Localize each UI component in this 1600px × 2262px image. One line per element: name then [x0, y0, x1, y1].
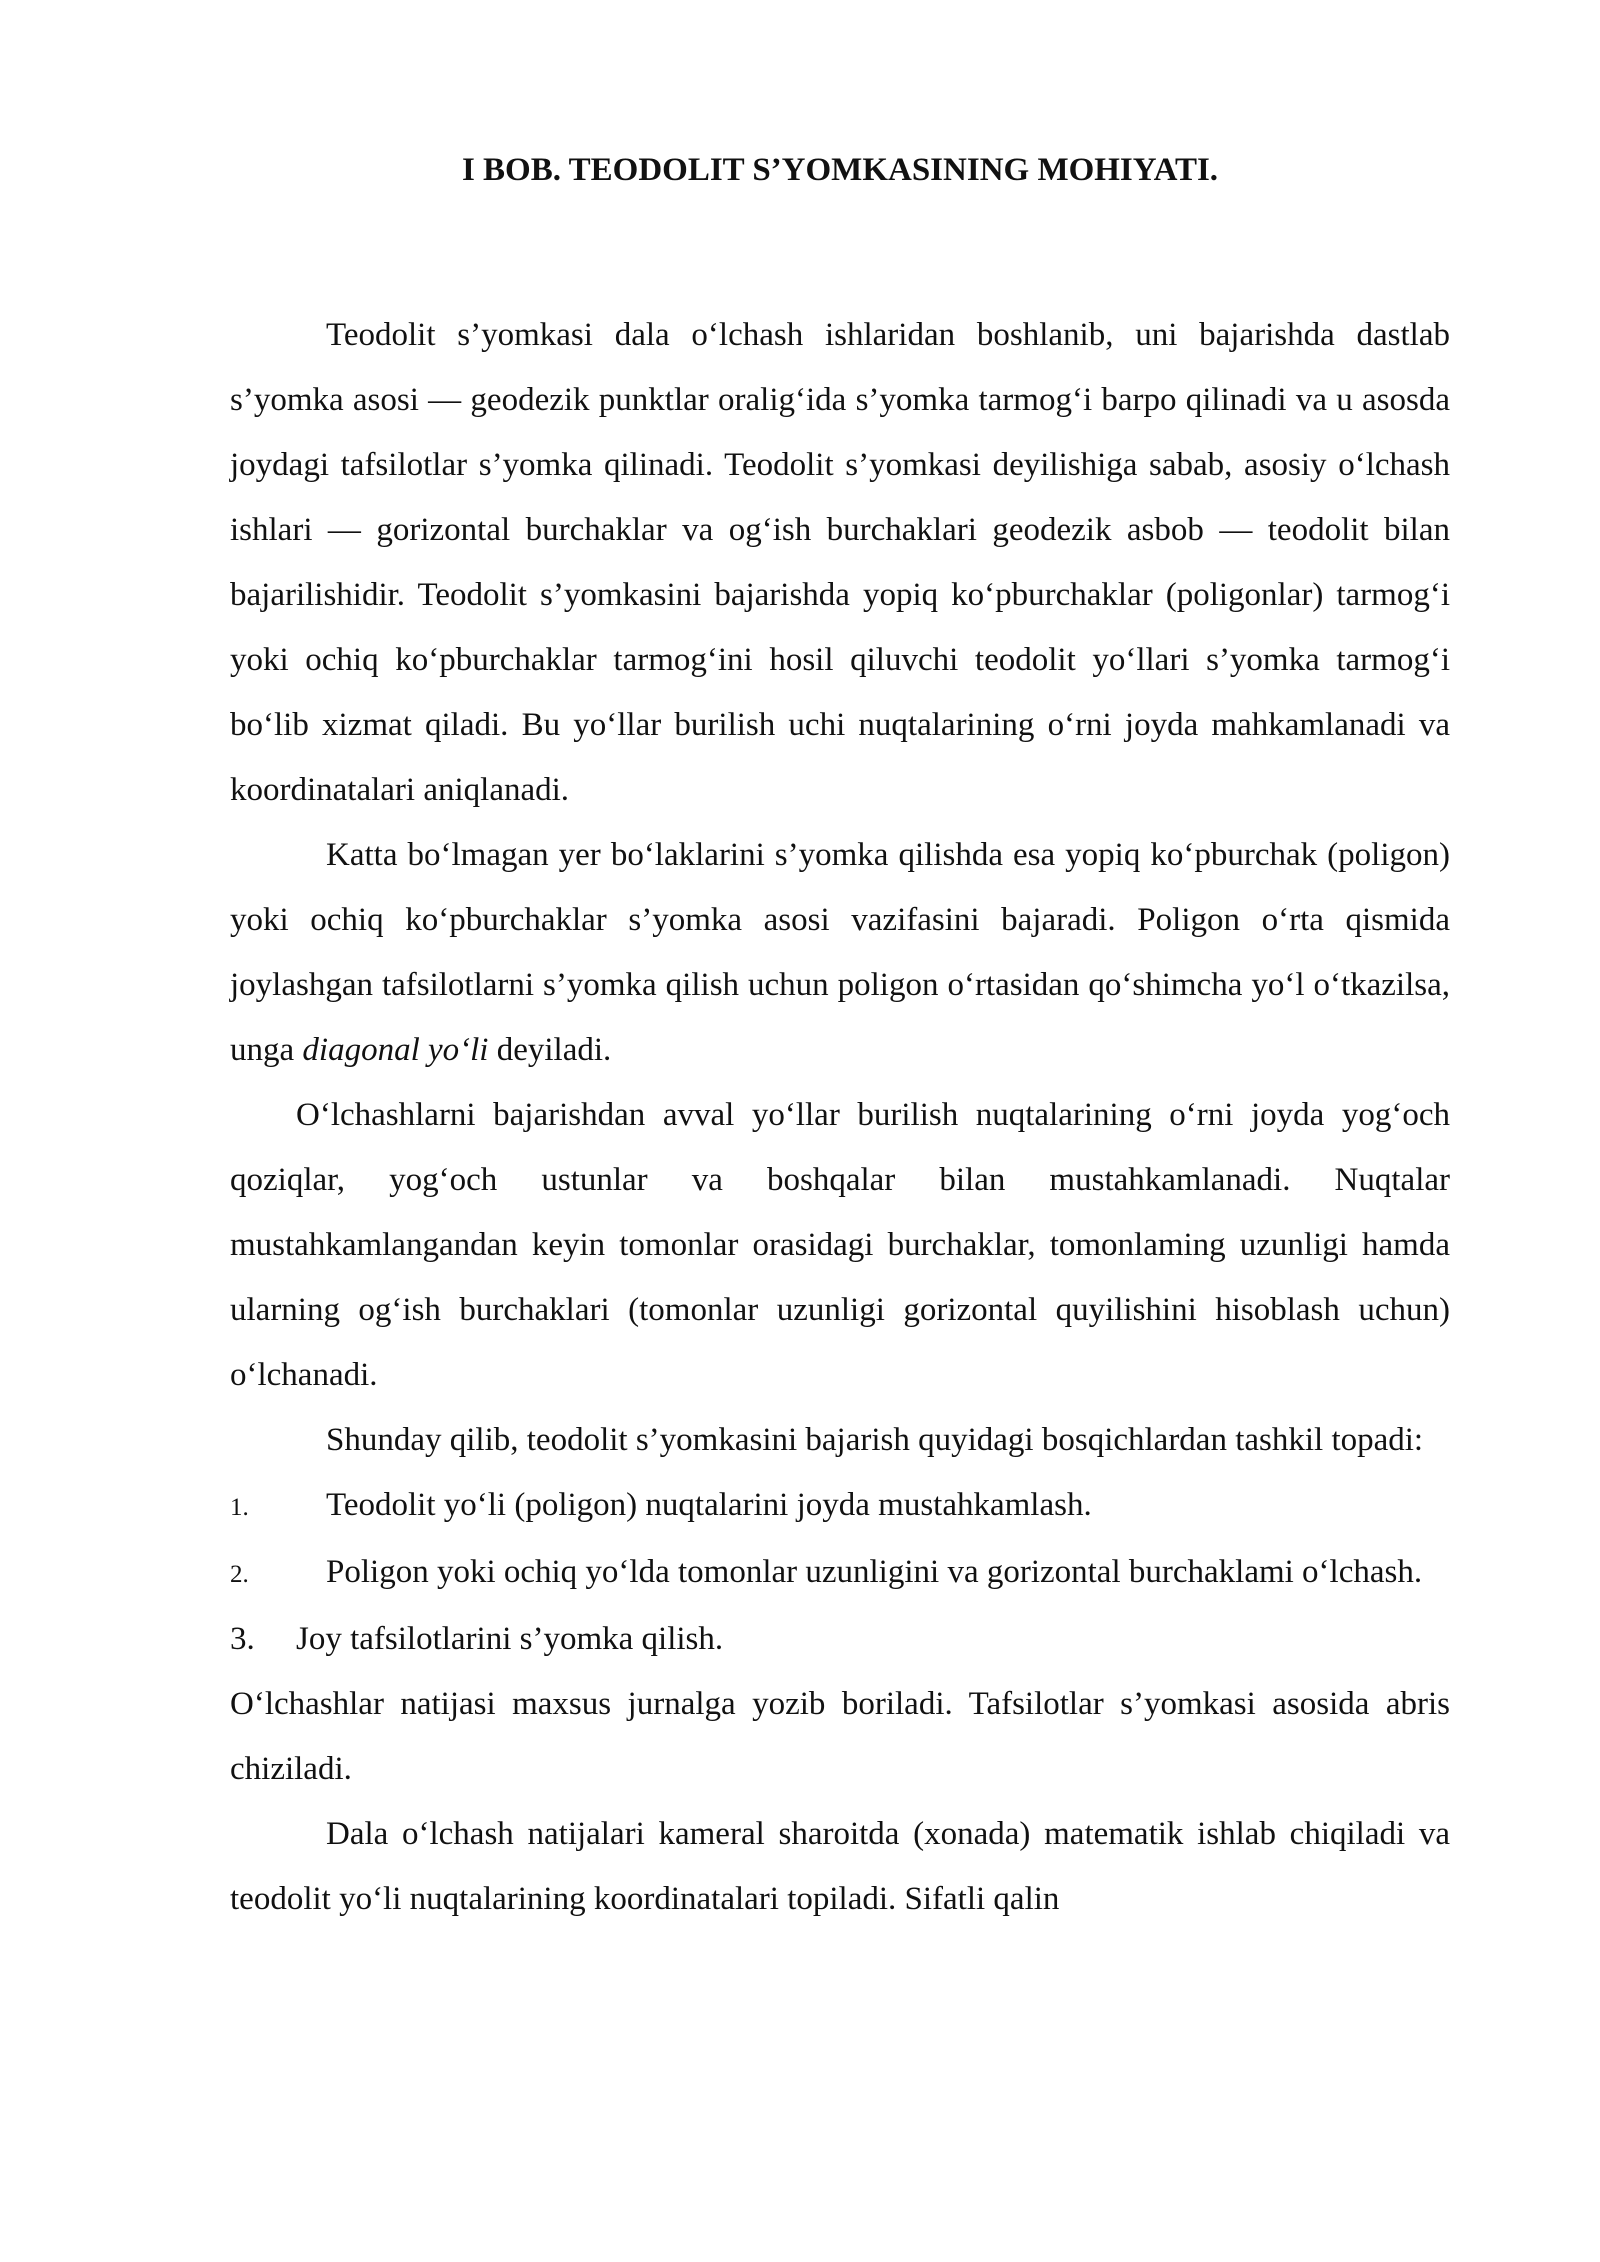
list-number: 3.	[230, 1621, 255, 1657]
paragraph-1: Teodolit s’yomkasi dala o‘lchash ishlaridan boshlanib, uni bajarishda dastlab s’yomka asosi — geodezik punktlar oralig‘ida s’yomka tarmog‘i barpo qilinadi va u asosda joydagi tafsilotlar s’yomka qilinadi. Teodolit s’yomkasi deyilishiga sabab, asosiy o‘lchash ishlari — gorizontal burchaklar va og‘ish burchaklari geodezik asbob — teodolit bilan bajarilishidir. Teodolit s’yomkasini bajarishda yopiq ko‘pburchaklar (poligonlar) tarmog‘i yoki ochiq ko‘pburchaklar tarmog‘ini hosil qiluvchi teodolit yo‘llari s’yomka tarmog‘i bo‘lib xizmat qiladi. Bu yo‘llar burilish uchi nuqtalarining o‘rni joyda mahkamlanadi va koordinatalari aniqlanadi.	[230, 317, 1450, 808]
paragraph-6: Dala o‘lchash natijalari kameral sharoitda (xonada) matematik ishlab chiqiladi va teodolit yo‘li nuqtalarining koordinatalari topiladi. Sifatli qalin	[230, 1816, 1450, 1917]
paragraph-5: O‘lchashlar natijasi maxsus jurnalga yozib boriladi. Tafsilotlar s’yomkasi asosida abris chiziladi.	[230, 1686, 1450, 1787]
list-item-3	[230, 1607, 1450, 1672]
list-number: 2.	[230, 1561, 249, 1588]
list-item-2	[230, 1540, 1450, 1607]
list-number: 1.	[230, 1494, 249, 1521]
list-text: Poligon yoki ochiq yo‘lda tomonlar uzunligini va gorizontal burchaklami o‘lchash.	[326, 1554, 1423, 1590]
list-text: Teodolit yo‘li (poligon) nuqtalarini joyda mustahkamlash.	[326, 1487, 1092, 1523]
paragraph-2-text: Katta bo‘lmagan yer bo‘laklarini s’yomka qilishda esa yopiq ko‘pburchak (poligon) yoki ochiq ko‘pburchaklar s’yomka asosi vazifasini bajaradi. Poligon o‘rta qismida joylashgan tafsilotlarni s’yomka qilish uchun poligon o‘rtasidan qo‘shimcha yo‘l o‘tkazilsa, unga	[230, 837, 1450, 1068]
chapter-title: I BOB. TEODOLIT S’YOMKASINING MOHIYATI.	[461, 152, 1219, 188]
document-body	[230, 303, 1450, 1932]
list-item-1	[230, 1473, 1450, 1540]
paragraph-3: O‘lchashlarni bajarishdan avval yo‘llar burilish nuqtalarining o‘rni joyda yog‘och qoziqlar, yog‘och ustunlar va boshqalar bilan mustahkamlanadi. Nuqtalar mustahkamlangandan keyin tomonlar orasidagi burchaklar, tomonlaming uzunligi hamda ularning og‘ish burchaklari (tomonlar uzunligi gorizontal quyilishini hisoblash uchun) o‘lchanadi.	[230, 1097, 1450, 1393]
paragraph-4: Shunday qilib, teodolit s’yomkasini bajarish quyidagi bosqichlardan tashkil topadi:	[326, 1422, 1424, 1458]
paragraph-2-end: deyiladi.	[488, 1032, 612, 1068]
italic-term: diagonal yo‘li	[302, 1032, 489, 1068]
paragraph-2	[230, 823, 1450, 1083]
list-text: Joy tafsilotlarini s’yomka qilish.	[296, 1621, 724, 1657]
